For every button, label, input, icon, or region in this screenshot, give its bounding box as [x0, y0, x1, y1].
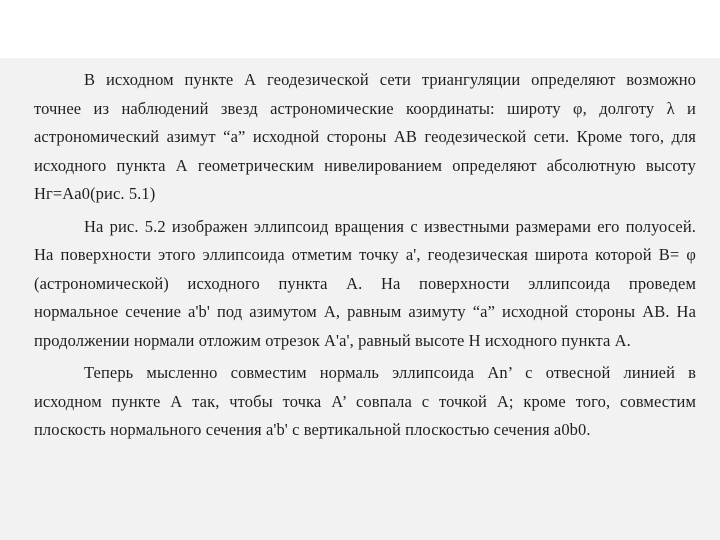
document-text [34, 66, 696, 445]
paragraph-1 [34, 66, 696, 209]
text-line: исходном пункте А так, чтобы точка А’ совпала с точкой А; кроме того, совместим [34, 391, 696, 411]
text-line: (астрономической) исходного пункта А. На поверхности эллипсоида проведем [34, 273, 696, 293]
text-line: продолжении нормали отложим отрезок А'а', равный высоте Н исходного пункта А. [34, 330, 631, 350]
text-line: На рис. 5.2 изображен эллипсоид вращения с известными размерами его полуосей. [84, 216, 696, 236]
text-line: исходного пункта А геометрическим нивелированием определяют абсолютную высоту [34, 155, 696, 175]
text-line: Нг=Aa0(рис. 5.1) [34, 184, 156, 203]
text-line: астрономический азимут “а” исходной стороны АВ геодезической сети. Кроме того, для [34, 127, 696, 146]
text-line: нормальное сечение a'b' под азимутом А, равным азимуту “а” исходной стороны АВ. На [34, 302, 696, 321]
paragraph-3 [34, 359, 696, 445]
text-line: точнее из наблюдений звезд астрономические координаты: широту φ, долготу λ и [34, 98, 696, 118]
text-line: На поверхности этого эллипсоида отметим точку а', геодезическая широта которой В= φ [34, 245, 696, 264]
text-line: В исходном пункте А геодезической сети триангуляции определяют возможно [84, 70, 696, 89]
text-line: плоскость нормального сечения a'b' с вертикальной плоскостью сечения a0b0. [34, 420, 591, 439]
text-line: Теперь мысленно совместим нормаль эллипсоида Аn’ с отвесной линией в [84, 363, 696, 382]
paragraph-2 [34, 213, 696, 356]
document-page [0, 58, 720, 540]
